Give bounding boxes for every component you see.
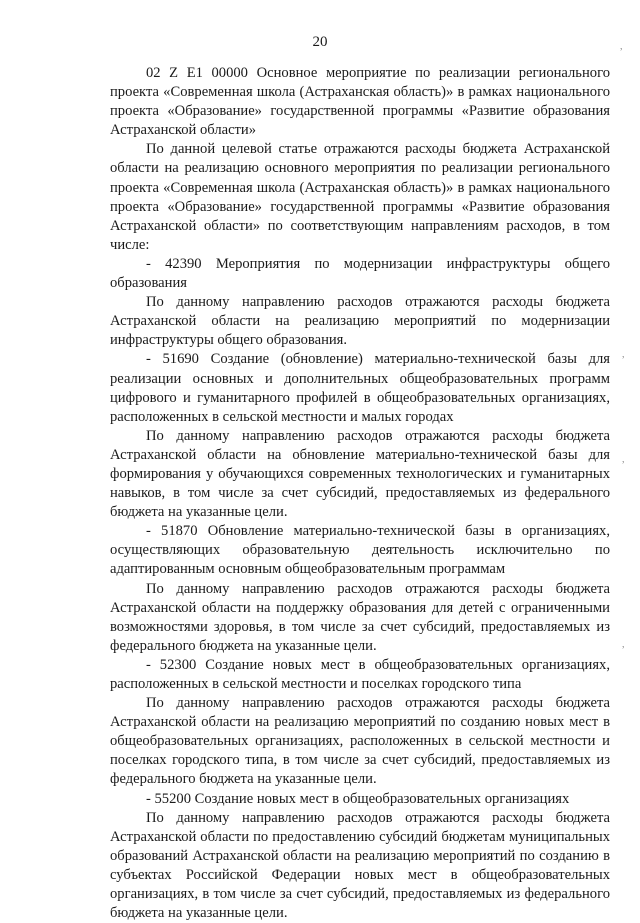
- paragraph-target-article: По данной целевой статье отражаются расходы бюджета Астраханской области на реализацию основного мероприятия по реализации регионального проекта «Современная школа (Астраханская область)» в рамках национального проекта «Образование» государственной программы «Развитие образования Астраханской области» по соответствующим направлениям расходов, в том числе:: [110, 141, 610, 253]
- paragraph-direction-51690: - 51690 Создание (обновление) материально-технической базы для реализации основных и дополнительных общеобразовательных программ цифрового и гуманитарного профилей в общеобразовательных организациях, расположенных в сельской местности и малых городах: [110, 351, 610, 425]
- paragraph-description-52300: По данному направлению расходов отражаются расходы бюджета Астраханской области на реализацию мероприятий по созданию новых мест в общеобразовательных организациях, расположенных в сельской местности и поселках городского типа, в том числе за счет субсидий, предоставляемых из федерального бюджета на указанные цели.: [110, 695, 610, 788]
- scan-mark: ,: [622, 454, 625, 465]
- scan-mark: ,: [620, 41, 623, 52]
- paragraph-direction-42390: - 42390 Мероприятия по модернизации инфраструктуры общего образования: [110, 255, 610, 292]
- paragraph-description-51870: По данному направлению расходов отражаются расходы бюджета Астраханской области на поддержку образования для детей с ограниченными возможностями здоровья, в том числе за счет субсидий, предоставляемых из федерального бюджета на указанные цели.: [110, 580, 610, 654]
- document-body: [110, 64, 610, 923]
- paragraph-direction-51870: - 51870 Обновление материально-технической базы в организациях, осуществляющих образовательную деятельность исключительно по адаптированным основным общеобразовательным программам: [110, 523, 610, 578]
- paragraph-description-42390: По данному направлению расходов отражаются расходы бюджета Астраханской области на реализацию мероприятий по модернизации инфраструктуры общего образования.: [110, 294, 610, 349]
- page-number: 20: [312, 34, 328, 50]
- paragraph-description-55200: По данному направлению расходов отражаются расходы бюджета Астраханской области по предоставлению субсидий бюджетам муниципальных образований Астраханской области на реализацию мероприятий по созданию в субъектах Российской Федерации новых мест в общеобразовательных организациях, в том числе за счет субсидий, предоставляемых из федерального бюджета на указанные цели.: [110, 809, 610, 922]
- paragraph-direction-55200: - 55200 Создание новых мест в общеобразовательных организациях: [146, 790, 570, 807]
- scan-mark: ,: [622, 349, 625, 360]
- paragraph-direction-52300: - 52300 Создание новых мест в общеобразовательных организациях, расположенных в сельской местности и поселках городского типа: [110, 656, 610, 692]
- paragraph-program-heading: 02 Z E1 00000 Основное мероприятие по реализации регионального проекта «Современная школа (Астраханская область)» в рамках национального проекта «Образование» государственной программы «Развитие образования Астраханской области»: [110, 65, 610, 139]
- scan-mark: ,: [622, 639, 625, 650]
- paragraph-description-51690: По данному направлению расходов отражаются расходы бюджета Астраханской области на обновление материально-технической базы для формирования у обучающихся современных технологических и гуманитарных навыков, в том числе за счет субсидий, предоставляемых из федерального бюджета на указанные цели.: [110, 427, 610, 521]
